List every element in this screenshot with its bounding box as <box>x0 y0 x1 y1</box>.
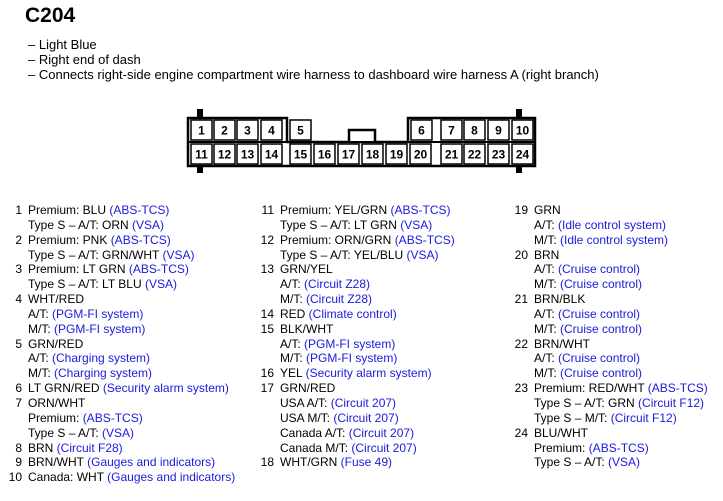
pin-wire-color <box>28 396 85 411</box>
wire-text: Type S – A/T: ORN <box>28 217 133 232</box>
connector-tab-left <box>197 109 203 118</box>
pin-11-label: 11 <box>195 147 208 162</box>
pin-15-label: 15 <box>293 147 308 162</box>
pin-variant-line <box>280 411 399 426</box>
wire-text: Premium: BLU <box>28 203 110 217</box>
circuit-link[interactable]: (Cruise control) <box>560 277 643 292</box>
pin-wire-color <box>280 262 333 277</box>
pin-variant-line <box>280 426 414 441</box>
circuit-link[interactable]: (Circuit F12) <box>638 396 705 411</box>
pin-16-label: 16 <box>317 147 332 162</box>
wire-text: Type S – A/T: <box>534 455 609 470</box>
pin-variant-line <box>534 218 666 233</box>
pin-wire-color <box>534 381 708 396</box>
circuit-link[interactable]: (Fuse 49) <box>340 455 393 470</box>
wire-text: WHT/RED <box>28 292 84 307</box>
wire-text: Type S – A/T: GRN/WHT <box>28 247 163 262</box>
wire-text: Type S – M/T: <box>534 410 611 425</box>
pin-number: 19 <box>514 203 528 217</box>
pin-wire-color <box>28 262 189 277</box>
pin-variant-line <box>28 366 152 381</box>
circuit-link[interactable]: (Cruise control) <box>560 321 643 336</box>
pin-wire-color <box>280 233 455 248</box>
circuit-link[interactable]: (Gauges and indicators) <box>107 470 236 485</box>
circuit-link[interactable]: (Circuit Z28) <box>304 277 371 292</box>
pin-wire-color <box>28 337 83 352</box>
wire-text: USA M/T: <box>280 410 334 425</box>
pin-variant-line <box>280 337 395 352</box>
note-location: – Right end of dash <box>28 52 141 67</box>
pin-number: 10 <box>8 470 22 485</box>
wire-text: Type S – A/T: YEL/BLU <box>280 247 407 262</box>
pin-variant-line <box>28 307 143 322</box>
wire-text: A/T: <box>28 306 53 321</box>
pin-variant-line <box>534 396 704 411</box>
circuit-link[interactable]: (ABS-TCS) <box>82 410 143 425</box>
pin-9-label: 9 <box>495 123 502 138</box>
wire-text: M/T: <box>534 321 560 336</box>
wire-text: BRN/WHT <box>534 336 590 351</box>
circuit-link[interactable]: (PGM-FI system) <box>304 336 396 351</box>
pin-wire-color <box>28 470 235 485</box>
pin-number: 20 <box>514 247 528 262</box>
pin-20-label: 20 <box>413 147 428 162</box>
wire-text: A/T: <box>534 217 559 232</box>
pin-number: 21 <box>514 292 528 307</box>
connector-title: C204 <box>25 4 76 27</box>
circuit-link[interactable]: (VSA) <box>608 455 641 470</box>
pin-wire-color <box>534 203 561 218</box>
wire-text: GRN/RED <box>28 336 84 351</box>
wire-text: BRN/BLK <box>534 292 586 307</box>
pin-variant-line <box>534 411 677 426</box>
pin-variant-line <box>28 426 134 441</box>
pin-number: 1 <box>15 203 22 217</box>
pin-variant-line <box>534 277 642 292</box>
pin-variant-line <box>28 277 177 292</box>
pin-variant-line <box>280 396 396 411</box>
pin-wire-color <box>28 203 169 218</box>
circuit-link[interactable]: (ABS-TCS) <box>588 440 649 455</box>
pin-number: 16 <box>260 366 274 381</box>
circuit-link[interactable]: (Security alarm system) <box>305 366 432 381</box>
pin-wire-color <box>280 366 432 381</box>
pin-number: 7 <box>15 396 22 411</box>
circuit-link[interactable]: (ABS-TCS) <box>128 262 189 277</box>
pin-variant-line <box>280 351 397 366</box>
pin-wire-color <box>28 455 215 470</box>
circuit-link[interactable]: (Climate control) <box>308 306 397 321</box>
pin-variant-line <box>534 366 642 381</box>
wire-text: A/T: <box>534 262 559 277</box>
wire-text: M/T: <box>28 321 54 336</box>
pin-number: 3 <box>15 262 22 277</box>
pin-variant-line <box>534 322 642 337</box>
circuit-link[interactable]: (ABS-TCS) <box>109 203 170 217</box>
pin-number: 17 <box>260 381 274 396</box>
wire-text: Type S – A/T: LT BLU <box>28 277 145 292</box>
pin-variant-line <box>534 441 649 456</box>
pin-variant-line <box>28 351 150 366</box>
wire-text: BRN <box>28 440 57 455</box>
circuit-link[interactable]: (PGM-FI system) <box>306 351 398 366</box>
wire-text: Premium: PNK <box>28 232 111 247</box>
pin-variant-line <box>280 441 417 456</box>
wire-text: BRN/WHT <box>28 455 88 470</box>
circuit-link[interactable]: (VSA) <box>144 277 177 292</box>
circuit-link[interactable]: (PGM-FI system) <box>54 321 146 336</box>
pin-number: 4 <box>15 292 22 307</box>
connector-key <box>349 130 375 142</box>
note-connects: – Connects right-side engine compartment wire harness to dashboard wire harness A (right branch) <box>28 67 599 82</box>
wire-text: Premium: <box>28 410 83 425</box>
pin-wire-color <box>280 307 397 322</box>
circuit-link[interactable]: (VSA) <box>406 247 439 262</box>
pin-3-label: 3 <box>244 123 251 138</box>
pin-wire-color <box>534 337 590 352</box>
wire-text: GRN/YEL <box>280 262 333 277</box>
pin-number: 24 <box>514 425 528 440</box>
circuit-link[interactable]: (Charging system) <box>54 366 153 381</box>
circuit-link[interactable]: (Gauges and indicators) <box>87 455 216 470</box>
pin-2-label: 2 <box>221 123 228 138</box>
wire-text: BRN <box>534 247 560 262</box>
pin-wire-color <box>280 203 450 218</box>
pin-number: 15 <box>260 321 274 336</box>
pin-12-label: 12 <box>217 147 232 162</box>
pin-variant-line <box>28 248 195 263</box>
circuit-link[interactable]: (VSA) <box>162 247 195 262</box>
pin-13-label: 13 <box>240 147 255 162</box>
circuit-link[interactable]: (VSA) <box>400 217 433 232</box>
pin-4-label: 4 <box>268 123 275 138</box>
wire-text: GRN/RED <box>280 381 336 396</box>
pin-1-label: 1 <box>198 123 205 138</box>
wire-text: Canada A/T: <box>280 425 349 440</box>
wire-text: GRN <box>534 203 561 217</box>
wire-text: Premium: ORN/GRN <box>280 232 395 247</box>
wire-text: LT GRN/RED <box>28 381 103 396</box>
circuit-link[interactable]: (Security alarm system) <box>102 381 229 396</box>
wire-text: ORN/WHT <box>28 396 86 411</box>
pin-variant-line <box>28 411 143 426</box>
pin-number: 5 <box>15 336 22 351</box>
circuit-link[interactable]: (Circuit F12) <box>610 410 677 425</box>
pin-variant-line <box>534 233 668 248</box>
connector-diagram <box>0 0 723 200</box>
wire-text: M/T: <box>534 366 560 381</box>
pin-14-label: 14 <box>264 147 279 162</box>
pin-number: 13 <box>260 262 274 277</box>
note-color: – Light Blue <box>28 37 97 52</box>
pin-variant-line <box>28 322 145 337</box>
pin-7-label: 7 <box>448 123 455 138</box>
circuit-link[interactable]: (Idle control system) <box>560 232 669 247</box>
pin-wire-color <box>280 455 392 470</box>
wire-text: BLK/WHT <box>280 321 334 336</box>
pin-wire-color <box>28 381 229 396</box>
pin-number: 18 <box>260 455 274 470</box>
pin-number: 14 <box>260 306 274 321</box>
wire-text: A/T: <box>28 351 53 366</box>
pin-wire-color <box>280 381 335 396</box>
circuit-link[interactable]: (Circuit 207) <box>330 396 397 411</box>
pin-number: 12 <box>260 232 274 247</box>
wire-text: Type S – A/T: GRN <box>534 396 639 411</box>
pin-variant-line <box>280 277 370 292</box>
wire-text: A/T: <box>280 277 305 292</box>
circuit-link[interactable]: (Idle control system) <box>558 217 667 232</box>
wire-text: BLU/WHT <box>534 425 588 440</box>
wire-text: WHT/GRN <box>280 455 341 470</box>
pin-variant-line <box>280 292 372 307</box>
pin-18-label: 18 <box>365 147 380 162</box>
pin-variant-line <box>534 307 640 322</box>
pin-number: 8 <box>15 440 22 455</box>
circuit-link[interactable]: (Cruise control) <box>558 262 641 277</box>
pin-6-label: 6 <box>418 123 425 138</box>
pin-variant-line <box>280 218 432 233</box>
wire-text: M/T: <box>28 366 54 381</box>
pin-wire-color <box>534 248 559 263</box>
pin-23-label: 23 <box>491 147 506 162</box>
pin-number: 11 <box>261 203 274 217</box>
connector-tab-right <box>516 109 522 118</box>
wire-text: Premium: <box>534 440 589 455</box>
circuit-link[interactable]: (VSA) <box>132 217 165 232</box>
wire-text: A/T: <box>534 306 559 321</box>
pin-19-label: 19 <box>389 147 404 162</box>
circuit-link[interactable]: (ABS-TCS) <box>394 232 455 247</box>
pin-10-label: 10 <box>515 123 530 138</box>
pin-21-label: 21 <box>444 147 459 162</box>
circuit-link[interactable]: (VSA) <box>102 425 135 440</box>
wire-text: Canada M/T: <box>280 440 352 455</box>
pin-24-label: 24 <box>515 147 530 162</box>
circuit-link[interactable]: (PGM-FI system) <box>52 306 144 321</box>
wire-text: M/T: <box>534 277 560 292</box>
wire-text: M/T: <box>534 232 560 247</box>
wire-text: Type S – A/T: LT GRN <box>280 217 401 232</box>
pin-wire-color <box>280 322 333 337</box>
circuit-link[interactable]: (Charging system) <box>52 351 151 366</box>
wire-text: A/T: <box>280 336 305 351</box>
wire-text: Type S – A/T: <box>28 425 103 440</box>
pin-variant-line <box>280 248 439 263</box>
pin-variant-line <box>534 262 640 277</box>
circuit-link[interactable]: (Circuit 207) <box>351 440 417 455</box>
pin-variant-line <box>534 351 640 366</box>
circuit-link[interactable]: (ABS-TCS) <box>647 381 708 396</box>
circuit-link[interactable]: (Cruise control) <box>558 306 641 321</box>
wire-text: Canada: WHT <box>28 470 108 485</box>
wire-text: USA A/T: <box>280 396 331 411</box>
pin-wire-color <box>534 426 588 441</box>
wire-text: YEL <box>280 366 306 381</box>
circuit-link[interactable]: (Circuit 207) <box>333 410 399 425</box>
circuit-link[interactable]: (ABS-TCS) <box>110 232 171 247</box>
wire-text: RED <box>280 306 309 321</box>
pin-number: 23 <box>514 381 528 396</box>
pin-wire-color <box>28 292 84 307</box>
wire-text: Premium: RED/WHT <box>534 381 648 396</box>
pin-number: 9 <box>15 455 22 470</box>
pin-5-label: 5 <box>297 123 304 138</box>
pin-variant-line <box>534 455 640 470</box>
pin-wire-color <box>534 292 585 307</box>
circuit-link[interactable]: (Cruise control) <box>558 351 641 366</box>
pin-variant-line <box>28 218 164 233</box>
circuit-link[interactable]: (ABS-TCS) <box>390 203 451 217</box>
pin-8-label: 8 <box>471 123 478 138</box>
pin-number: 6 <box>15 381 22 396</box>
circuit-link[interactable]: (Circuit Z28) <box>306 292 373 307</box>
circuit-link[interactable]: (Cruise control) <box>560 366 643 381</box>
wire-text: Premium: YEL/GRN <box>280 203 391 217</box>
pin-number: 2 <box>15 232 22 247</box>
pin-22-label: 22 <box>467 147 482 162</box>
pin-wire-color <box>28 233 171 248</box>
wire-text: Premium: LT GRN <box>28 262 129 277</box>
pin-number: 22 <box>514 336 528 351</box>
wire-text: A/T: <box>534 351 559 366</box>
circuit-link[interactable]: (Circuit 207) <box>348 425 415 440</box>
circuit-link[interactable]: (Circuit F28) <box>56 440 123 455</box>
pin-17-label: 17 <box>341 147 356 162</box>
wire-text: M/T: <box>280 351 306 366</box>
pin-wire-color <box>28 441 123 456</box>
wire-text: M/T: <box>280 292 306 307</box>
